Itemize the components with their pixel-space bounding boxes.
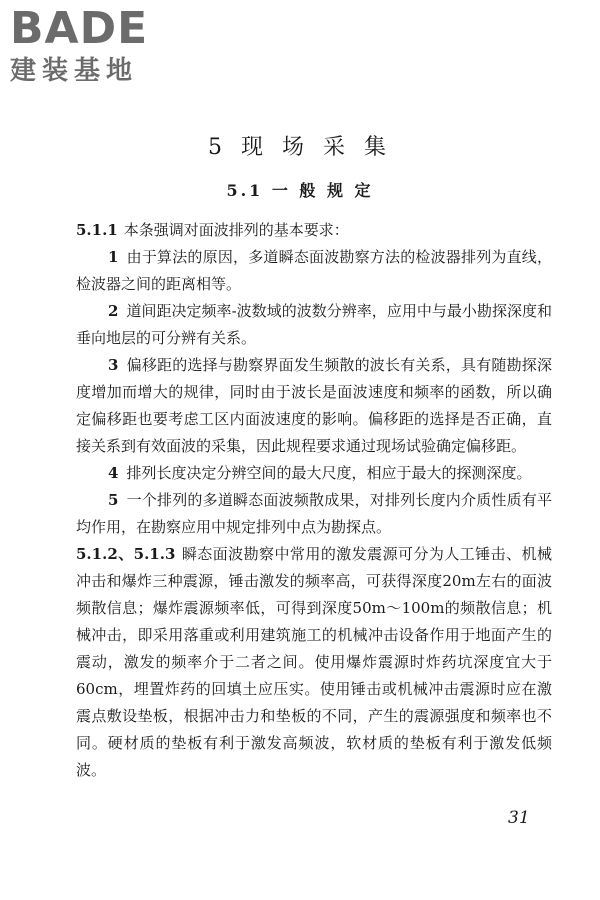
item-number: 3 [108,356,119,374]
list-item [76,244,552,298]
item-number: 4 [108,464,119,482]
list-item [76,298,552,352]
list-item [76,352,552,460]
logo-wordmark: BADE [10,3,149,54]
item-number: 1 [108,248,119,266]
clause-5-1-2 [76,541,552,784]
item-text: 由于算法的原因，多道瞬态面波勘察方法的检波器排列为直线，检波器之间的距离相等。 [76,248,552,293]
list-item [76,460,552,487]
clause-text: 本条强调对面波排列的基本要求： [123,221,349,239]
site-logo [10,3,180,86]
item-text: 偏移距的选择与勘察界面发生频散的波长有关系，具有随勘探深度增加而增大的规律，同时由于波长是面波速度和频率的函数，所以确定偏移距也要考虑工区内面波速度的影响。偏移距的选择是否正确，直接关系到有效面波的采集，因此规程要求通过现场试验确定偏移距。 [76,356,552,455]
logo-subtitle: 建装基地 [10,56,139,86]
page-number: 31 [508,808,530,828]
list-item [76,487,552,541]
item-text: 一个排列的多道瞬态面波频散成果，对排列长度内介质性质有平均作用，在勘察应用中规定排列中点为勘探点。 [76,491,552,536]
clause-number: 5.1.1 [76,221,118,239]
item-number: 2 [108,302,119,320]
clause-text: 瞬态面波勘察中常用的激发震源可分为人工锤击、机械冲击和爆炸三种震源，锤击激发的频率高，可获得深度20m左右的面波频散信息；爆炸震源频率低，可得到深度50m～100m的频散信息；机械冲击，即采用落重或利用建筑施工的机械冲击设备作用于地面产生的震动，激发的频率介于二者之间。使用爆炸震源时炸药坑深度宜大于60cm，埋置炸药的回填土应压实。使用锤击或机械冲击震源时应在激震点敷设垫板，根据冲击力和垫板的不同，产生的震源强度和频率也不同。硬材质的垫板有利于激发高频波，软材质的垫板有利于激发低频波。 [76,545,552,779]
item-text: 道间距决定频率-波数域的波数分辨率，应用中与最小勘探深度和垂向地层的可分辨有关系。 [76,302,552,347]
clause-number: 5.1.2、5.1.3 [76,545,176,563]
clause-5-1-1-intro [76,217,552,244]
section-title: 5.1 一 般 规 定 [226,181,374,200]
item-number: 5 [108,491,119,509]
document-body [76,217,552,784]
chapter-title: 5 现 场 采 集 [208,135,392,160]
item-text: 排列长度决定分辨空间的最大尺度，相应于最大的探测深度。 [126,464,532,482]
